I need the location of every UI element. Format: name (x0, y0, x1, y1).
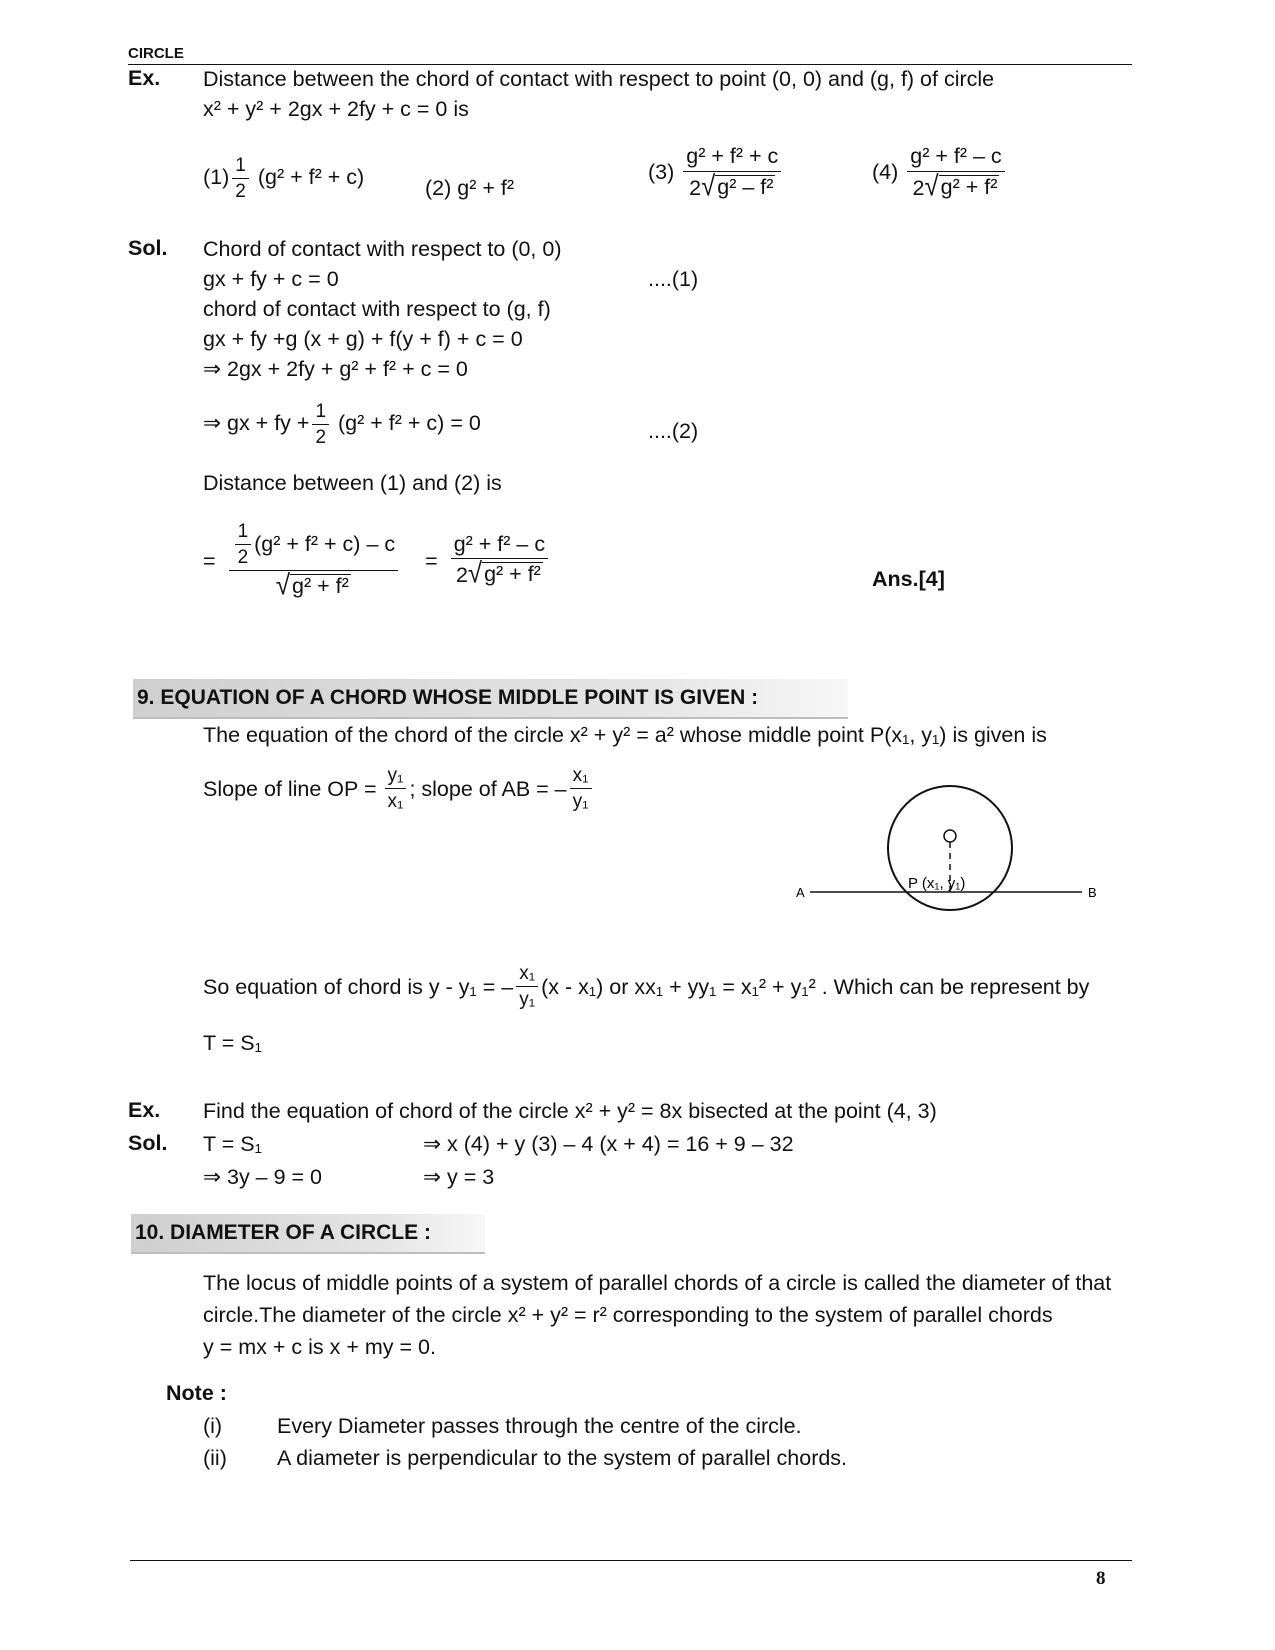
option-1-label: (1) (203, 165, 230, 190)
note-1-text: Every Diameter passes through the centre of the circle. (277, 1414, 802, 1438)
denominator-coefficient: 2 (689, 175, 702, 200)
center-point (944, 830, 956, 842)
fraction-numerator: x₁ (516, 964, 538, 987)
denominator-coefficient: 2 (455, 563, 468, 588)
square-root (275, 570, 351, 602)
solution-2-step-4: ⇒ y = 3 (423, 1165, 495, 1189)
equation-ref-1: ....(1) (648, 267, 699, 291)
fraction-denominator (686, 172, 778, 201)
section-9-intro: The equation of the chord of the circle x² + y² = a² whose middle point P(x₁, y₁) is given is (203, 723, 1047, 747)
slope-op-fraction (385, 766, 407, 811)
fraction-denominator: y₁ (519, 989, 536, 1010)
solution-line-4: gx + fy +g (x + g) + f(y + f) + c = 0 (203, 327, 523, 351)
denominator-coefficient: 2 (912, 175, 925, 200)
fraction-denominator (273, 571, 354, 600)
fraction-numerator: 1 (232, 156, 249, 179)
half-fraction (235, 522, 252, 567)
chord-suffix: (x - x₁) or xx₁ + yy₁ = x₁² + y₁² . Which can be represent by (541, 974, 1090, 999)
slope-ab-fraction (570, 766, 592, 811)
square-root (924, 171, 999, 202)
chord-fraction (516, 964, 538, 1009)
radicand: g² – f² (717, 174, 774, 199)
distance-fraction-2 (451, 531, 548, 590)
equals-sign: = (425, 548, 438, 573)
footer-rule (130, 1560, 1132, 1561)
fraction-denominator: 2 (237, 547, 249, 568)
fraction-numerator: g² + f² + c (683, 146, 781, 172)
slope-line (203, 766, 595, 811)
solution-line-3: chord of contact with respect to (g, f) (203, 297, 551, 321)
example-2-label: Ex. (128, 1098, 161, 1122)
fraction-numerator: 1 (312, 402, 329, 425)
section-10-para-line1: The locus of middle points of a system of parallel chords of a circle is called the diameter of that (203, 1271, 1112, 1295)
half-fraction (312, 402, 329, 447)
radicand: g² + f² (940, 174, 998, 199)
radical-sign: √ (701, 171, 716, 202)
label-a: A (796, 885, 805, 900)
option-3 (648, 146, 784, 200)
fraction-denominator: y₁ (572, 791, 589, 812)
distance-fraction-1 (229, 522, 399, 600)
fraction-denominator (910, 172, 1003, 201)
option-3-fraction (683, 146, 781, 200)
square-root (467, 558, 543, 590)
slope-middle: ; slope of AB = – (409, 776, 567, 801)
solution-line-2: gx + fy + c = 0 (203, 267, 339, 291)
note-1-number: (i) (203, 1414, 223, 1438)
radical-sign: √ (467, 558, 483, 590)
chord-diagram (790, 784, 1110, 924)
numerator-rest: (g² + f² + c) – c (254, 531, 396, 556)
section-10-title: 10. DIAMETER OF A CIRCLE : (135, 1221, 431, 1244)
line-6-prefix: ⇒ gx + fy + (203, 411, 310, 436)
section-10-header (131, 1214, 485, 1254)
section-10-para-line2: circle.The diameter of the circle x² + y² = r² corresponding to the system of parallel chords (203, 1303, 1053, 1327)
solution-line-7: Distance between (1) and (2) is (203, 471, 502, 495)
example-2-question: Find the equation of chord of the circle x² + y² = 8x bisected at the point (4, 3) (203, 1099, 937, 1123)
example-question-line2: x² + y² + 2gx + 2fy + c = 0 is (203, 97, 469, 121)
fraction-numerator: y₁ (385, 766, 407, 789)
section-9-title: 9. EQUATION OF A CHORD WHOSE MIDDLE POINT IS GIVEN : (137, 686, 759, 709)
solution-label: Sol. (128, 236, 168, 260)
option-2: (2) g² + f² (425, 176, 515, 200)
radical-sign: √ (924, 171, 939, 202)
label-b: B (1088, 885, 1097, 900)
header-rule (128, 64, 1132, 65)
solution-2-label: Sol. (128, 1131, 168, 1155)
fraction-numerator: g² + f² – c (907, 146, 1004, 172)
square-root (701, 171, 775, 202)
chord-equation (203, 964, 1089, 1009)
radicand: g² + f² (292, 574, 349, 598)
chord-t-equals-s1: T = S₁ (203, 1031, 262, 1055)
solution-line-1: Chord of contact with respect to (0, 0) (203, 237, 562, 261)
option-1-fraction (232, 156, 249, 201)
chord-prefix: So equation of chord is y - y₁ = – (203, 974, 514, 999)
fraction-denominator: 2 (235, 181, 246, 202)
option-4-label: (4) (872, 159, 899, 184)
slope-prefix: Slope of line OP = (203, 776, 377, 801)
fraction-denominator (453, 559, 546, 588)
solution-2-step-1: T = S₁ (203, 1132, 262, 1156)
line-6-suffix: (g² + f² + c) = 0 (338, 411, 481, 436)
answer-label: Ans.[4] (872, 567, 945, 591)
section-10-para-line3: y = mx + c is x + my = 0. (203, 1335, 436, 1359)
option-4 (872, 146, 1008, 200)
option-3-label: (3) (648, 159, 675, 184)
note-2-number: (ii) (203, 1446, 227, 1470)
solution-2-step-2: ⇒ x (4) + y (3) – 4 (x + 4) = 16 + 9 – 32 (423, 1132, 794, 1156)
solution-line-6 (203, 402, 481, 447)
radical-sign: √ (275, 570, 291, 602)
section-9-header (133, 679, 848, 719)
equals-sign: = (203, 548, 216, 573)
fraction-denominator: x₁ (387, 791, 404, 812)
note-2-text: A diameter is perpendicular to the system of parallel chords. (277, 1446, 848, 1470)
option-4-fraction (907, 146, 1004, 200)
option-1-rest: (g² + f² + c) (257, 165, 365, 190)
solution-2-step-3: ⇒ 3y – 9 = 0 (203, 1165, 323, 1189)
fraction-numerator: 1 (235, 522, 252, 545)
radicand: g² + f² (484, 562, 541, 587)
example-question-line1: Distance between the chord of contact with respect to point (0, 0) and (g, f) of circle (203, 67, 995, 91)
equation-ref-2: ....(2) (648, 419, 699, 443)
fraction-denominator: 2 (315, 427, 327, 448)
fraction-numerator: x₁ (570, 766, 592, 789)
fraction-numerator (229, 522, 399, 571)
fraction-numerator: g² + f² – c (451, 534, 548, 560)
example-label: Ex. (128, 66, 161, 90)
note-label: Note : (166, 1381, 227, 1405)
distance-equation (203, 522, 551, 600)
solution-line-5: ⇒ 2gx + 2fy + g² + f² + c = 0 (203, 357, 468, 381)
label-p: P (x₁, y₁) (908, 875, 966, 892)
option-1 (203, 156, 364, 201)
page-number: 8 (1096, 1568, 1106, 1589)
running-title: CIRCLE (128, 45, 184, 62)
